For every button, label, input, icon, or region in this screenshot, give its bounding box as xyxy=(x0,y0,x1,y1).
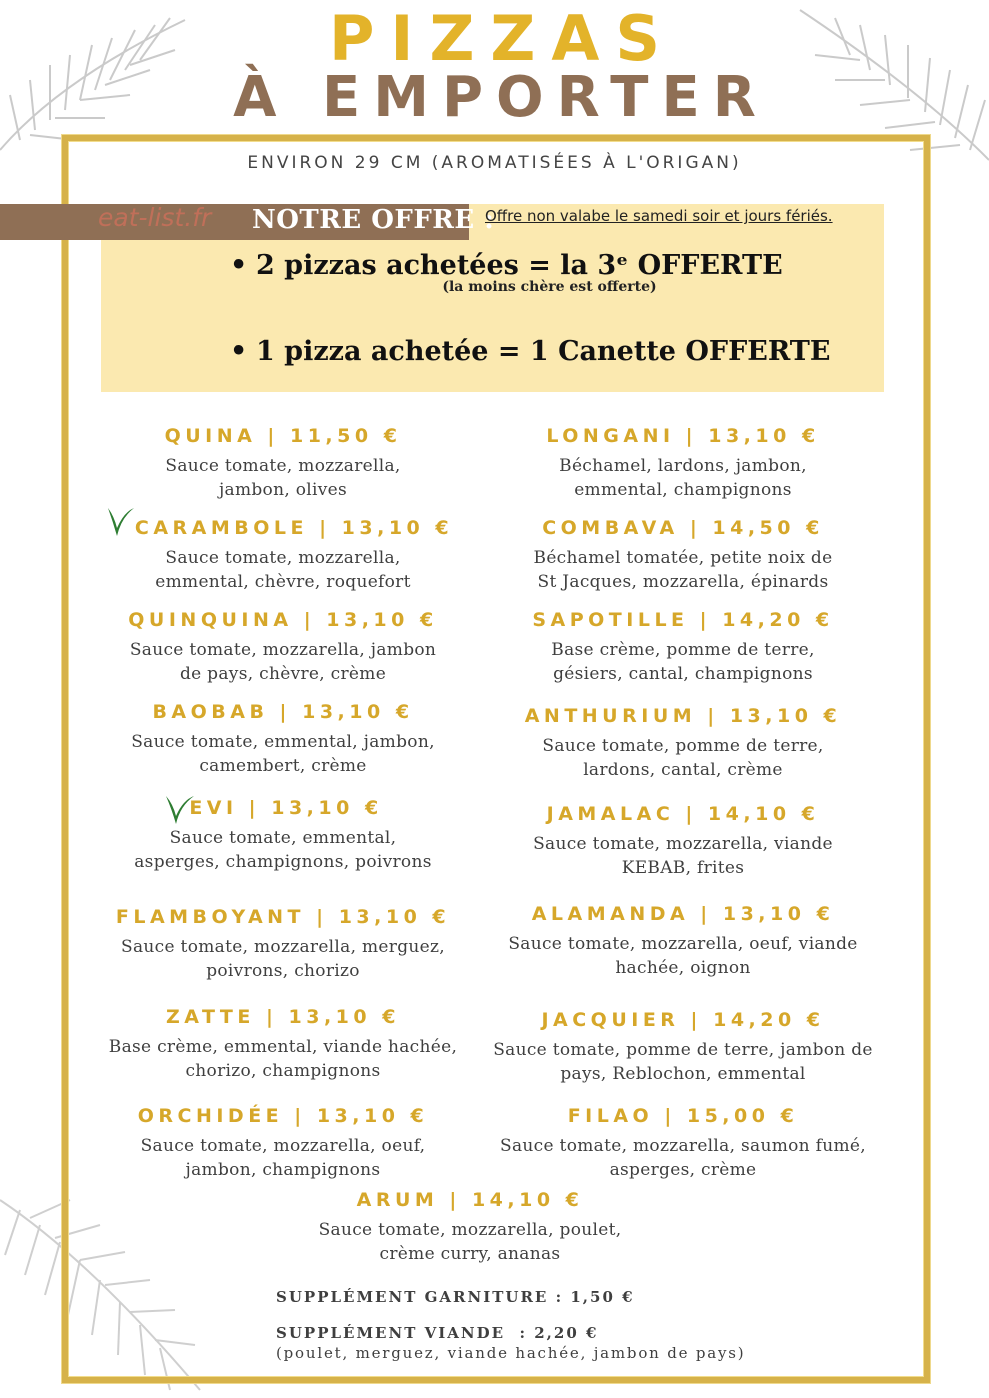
pizza-item-quina xyxy=(88,424,478,502)
pizza-item-jamalac xyxy=(488,802,878,880)
pizza-description: Sauce tomate, emmental, asperges, champignons, poivrons xyxy=(134,828,432,872)
pizza-description: Sauce tomate, mozzarella, jambon, olives xyxy=(165,456,401,500)
pizza-name: ARUM | 14,10 € xyxy=(356,1189,584,1211)
pizza-item-anthurium xyxy=(488,704,878,782)
pizza-description: Sauce tomate, mozzarella, jambon de pays, chèvre, crème xyxy=(129,640,437,684)
pizza-description: Sauce tomate, pomme de terre, lardons, cantal, crème xyxy=(542,736,824,780)
pizza-name: ALAMANDA | 13,10 € xyxy=(531,903,835,925)
supplement-viande: SUPPLÉMENT VIANDE : 2,20 € xyxy=(276,1324,599,1342)
offer-deal-2-text: 1 pizza achetée = 1 Canette OFFERTE xyxy=(256,336,831,367)
offer-deal-1-note: (la moins chère est offerte) xyxy=(442,279,657,295)
vegetarian-leaf-icon xyxy=(162,792,196,830)
pizza-description: Sauce tomate, mozzarella, oeuf, jambon, champignons xyxy=(140,1136,426,1180)
pizza-description: Base crème, emmental, viande hachée, chorizo, champignons xyxy=(108,1037,458,1081)
pizza-item-quinquina xyxy=(88,608,478,686)
pizza-description: Sauce tomate, mozzarella, emmental, chèvre, roquefort xyxy=(155,548,411,592)
pizza-name: FLAMBOYANT | 13,10 € xyxy=(115,906,451,928)
pizza-description: Sauce tomate, mozzarella, viande KEBAB, frites xyxy=(533,834,833,878)
pizza-item-carambole xyxy=(88,516,478,594)
pizza-item-alamanda xyxy=(488,902,878,980)
pizza-item-longani xyxy=(488,424,878,502)
pizza-name: EVI | 13,10 € xyxy=(189,797,383,819)
pizza-description: Sauce tomate, mozzarella, oeuf, viande hachée, oignon xyxy=(508,934,858,978)
pizza-name: QUINQUINA | 13,10 € xyxy=(128,609,438,631)
pizza-name: LONGANI | 13,10 € xyxy=(546,425,820,447)
offer-deal-1 xyxy=(230,250,783,281)
pizza-name: FILAO | 15,00 € xyxy=(567,1105,799,1127)
pizza-item-flamboyant xyxy=(88,905,478,983)
pizza-item-evi xyxy=(88,796,478,874)
vegetarian-leaf-icon xyxy=(104,504,136,542)
pizza-description: Sauce tomate, emmental, jambon, camembert, crème xyxy=(131,732,435,776)
pizza-description: Sauce tomate, mozzarella, saumon fumé, asperges, crème xyxy=(500,1136,866,1180)
pizza-item-orchidee xyxy=(88,1104,478,1182)
pizza-item-arum xyxy=(270,1188,670,1266)
supplement-viande-note: (poulet, merguez, viande hachée, jambon de pays) xyxy=(276,1344,746,1362)
pizza-description: Béchamel tomatée, petite noix de St Jacques, mozzarella, épinards xyxy=(533,548,833,592)
pizza-name: SAPOTILLE | 14,20 € xyxy=(532,609,834,631)
pizza-description: Sauce tomate, pomme de terre, jambon de pays, Reblochon, emmental xyxy=(493,1040,873,1084)
pizza-item-jacquier xyxy=(488,1008,878,1086)
offer-deal-2 xyxy=(230,336,830,367)
pizza-name: ORCHIDÉE | 13,10 € xyxy=(137,1105,429,1127)
pizza-description: Base crème, pomme de terre, gésiers, cantal, champignons xyxy=(551,640,815,684)
bullet-icon: • xyxy=(230,250,248,281)
pizza-description: Béchamel, lardons, jambon, emmental, champignons xyxy=(559,456,807,500)
pizza-name: ANTHURIUM | 13,10 € xyxy=(524,705,842,727)
offer-conditions: Offre non valabe le samedi soir et jours fériés. xyxy=(485,207,833,225)
pizza-description: Sauce tomate, mozzarella, poulet, crème curry, ananas xyxy=(318,1220,622,1264)
pizza-name: CARAMBOLE | 13,10 € xyxy=(134,517,454,539)
pizza-item-baobab xyxy=(88,700,478,778)
offer-deal-1-text: 2 pizzas achetées = la 3ᵉ OFFERTE xyxy=(256,250,783,281)
pizza-item-zatte xyxy=(88,1005,478,1083)
pizza-name: BAOBAB | 13,10 € xyxy=(152,701,414,723)
pizza-name: JACQUIER | 14,20 € xyxy=(541,1009,825,1031)
pizza-item-sapotille xyxy=(488,608,878,686)
page-title-sub: À EMPORTER xyxy=(233,65,769,130)
size-note: ENVIRON 29 CM (AROMATISÉES À L'ORIGAN) xyxy=(247,153,742,173)
pizza-name: COMBAVA | 14,50 € xyxy=(542,517,824,539)
pizza-item-combava xyxy=(488,516,878,594)
watermark: eat-list.fr xyxy=(98,203,212,232)
supplement-garniture: SUPPLÉMENT GARNITURE : 1,50 € xyxy=(276,1288,635,1306)
pizza-description: Sauce tomate, mozzarella, merguez, poivrons, chorizo xyxy=(121,937,445,981)
pizza-name: JAMALAC | 14,10 € xyxy=(546,803,820,825)
offer-label: NOTRE OFFRE : xyxy=(252,205,495,235)
bullet-icon: • xyxy=(230,336,248,367)
pizza-item-filao xyxy=(488,1104,878,1182)
pizza-name: ZATTE | 13,10 € xyxy=(166,1006,400,1028)
page-title: PIZZAS xyxy=(328,2,677,75)
pizza-name: QUINA | 11,50 € xyxy=(164,425,402,447)
